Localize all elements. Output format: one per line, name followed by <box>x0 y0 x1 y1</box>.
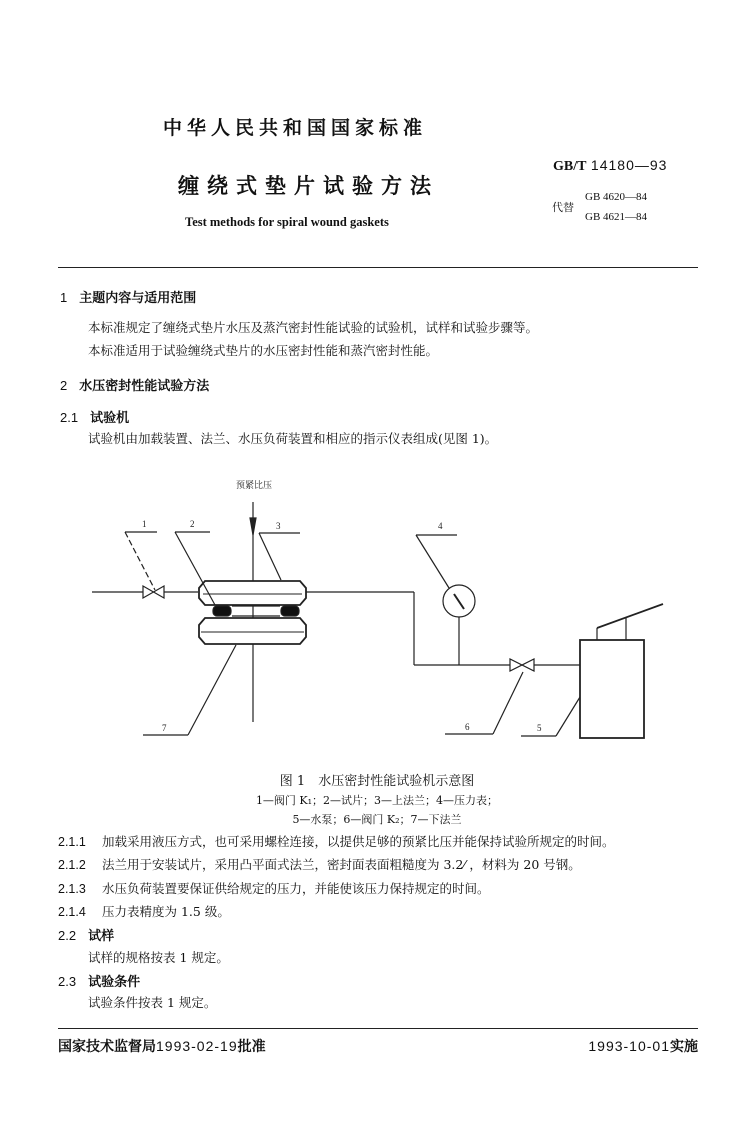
footer-divider <box>58 1028 698 1029</box>
clause-2-1-2: 2.1.2 法兰用于安装试片，采用凸平面式法兰，密封面表面粗糙度为 3.2⁄ ，材料为 20 号钢。 <box>58 857 581 872</box>
callout-5: 5 <box>537 723 542 733</box>
section-2-2-para: 试样的规格按表 1 规定。 <box>88 950 229 965</box>
section-1-para-1: 本标准规定了缠绕式垫片水压及蒸汽密封性能试验的试验机，试样和试验步骤等。 <box>88 320 539 335</box>
replaces-label: 代替 <box>552 201 574 214</box>
standard-number: 14180—93 <box>590 157 668 173</box>
callout-4: 4 <box>438 521 443 531</box>
document-title-en: Test methods for spiral wound gaskets <box>185 215 389 229</box>
callout-1: 1 <box>142 519 147 529</box>
callout-3: 3 <box>276 521 281 531</box>
section-2-1-para: 试验机由加载装置、法兰、水压负荷装置和相应的指示仪表组成(见图 1)。 <box>88 431 498 446</box>
figure-caption: 图 1 水压密封性能试验机示意图 <box>279 774 475 789</box>
approval-line: 国家技术监督局1993-02-19批准 <box>58 1038 266 1055</box>
section-2-2-heading: 2.2 试样 <box>58 928 115 944</box>
nation-standard-heading: 中华人民共和国国家标准 <box>163 117 428 139</box>
section-1-heading: 1 主题内容与适用范围 <box>60 290 197 306</box>
callout-6: 6 <box>465 722 470 732</box>
figure-legend-line-1: 1—阀门 K₁；2—试片；3—上法兰；4—压力表； <box>255 794 499 807</box>
section-2-3-para: 试验条件按表 1 规定。 <box>88 995 217 1010</box>
standard-prefix: GB/T <box>553 159 587 174</box>
section-2-heading: 2 水压密封性能试验方法 <box>60 378 210 394</box>
figure-legend-line-2: 5—水泵；6—阀门 K₂；7—下法兰 <box>292 813 462 826</box>
preload-pressure-label: 预紧比压 <box>236 480 273 490</box>
clause-2-1-4: 2.1.4 压力表精度为 1.5 级。 <box>58 904 230 919</box>
implementation-line: 1993-10-01实施 <box>588 1038 698 1055</box>
section-2-3-heading: 2.3 试验条件 <box>58 974 141 990</box>
document-title-cn: 缠绕式垫片试验方法 <box>178 174 439 198</box>
clause-2-1-1: 2.1.1 加载采用液压方式，也可采用螺栓连接，以提供足够的预紧比压并能保持试验所规定的时间。 <box>58 834 615 849</box>
section-2-1-heading: 2.1 试验机 <box>60 410 130 426</box>
callout-2: 2 <box>190 519 195 529</box>
section-1-para-2: 本标准适用于试验缠绕式垫片的水压密封性能和蒸汽密封性能。 <box>88 343 439 358</box>
callout-7: 7 <box>162 723 167 733</box>
clause-2-1-3: 2.1.3 水压负荷装置要保证供给规定的压力，并能使该压力保持规定的时间。 <box>58 881 490 896</box>
replaced-standard-2: GB 4621—84 <box>585 211 648 223</box>
replaced-standard-1: GB 4620—84 <box>585 191 648 203</box>
